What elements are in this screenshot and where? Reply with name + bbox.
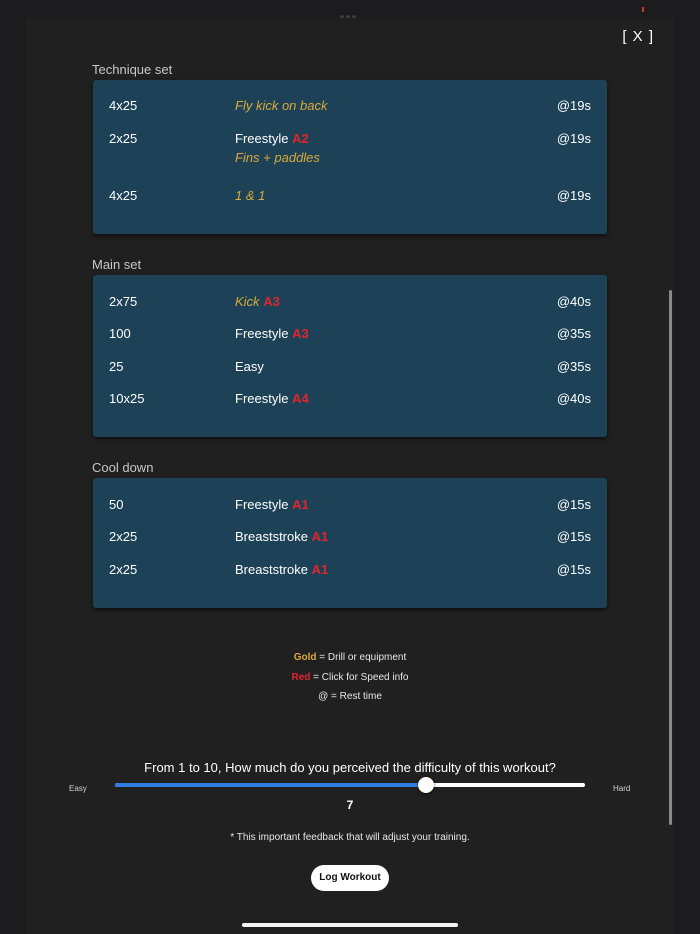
reps: 100	[109, 326, 131, 341]
reps: 2x75	[109, 294, 138, 309]
set-row	[93, 188, 607, 208]
rest-time: @19s	[556, 188, 591, 203]
top-handle-dots	[340, 6, 360, 12]
set-row	[93, 497, 607, 517]
reps: 10x25	[109, 391, 145, 406]
speed-zone-link[interactable]: A4	[292, 391, 309, 406]
difficulty-question: From 1 to 10, How much do you perceived the difficulty of this workout?	[144, 760, 556, 775]
slider-thumb[interactable]	[418, 777, 434, 793]
home-indicator	[242, 923, 458, 927]
stroke-name: Freestyle	[235, 391, 289, 406]
slider-max-label: Hard	[613, 784, 631, 793]
set-row	[93, 98, 607, 118]
speed-zone-link[interactable]: A3	[292, 326, 309, 341]
set-row	[93, 391, 607, 411]
workout-modal	[26, 18, 674, 934]
slider-min-label: Easy	[69, 784, 87, 793]
speed-zone-link[interactable]: A1	[311, 562, 329, 577]
rest-time: @35s	[556, 326, 591, 341]
stroke-description	[235, 562, 328, 577]
legend-red-word: Red	[291, 672, 311, 683]
legend-red-text: = Click for Speed info	[310, 672, 409, 683]
slider-fill	[115, 783, 426, 787]
stroke-description	[235, 529, 328, 544]
rest-time: @15s	[556, 562, 591, 577]
rest-time: @35s	[556, 359, 591, 374]
cool-down-card	[93, 478, 607, 608]
drill-description	[235, 294, 280, 309]
stroke-description	[235, 326, 309, 341]
stroke-description: Easy	[235, 359, 264, 374]
scrollbar[interactable]	[669, 290, 672, 825]
difficulty-slider[interactable]	[115, 783, 585, 787]
set-row	[93, 131, 607, 171]
speed-zone-link[interactable]: A1	[292, 497, 309, 512]
stroke-name: Freestyle	[235, 497, 289, 512]
rest-time: @15s	[556, 529, 591, 544]
reps: 2x25	[109, 562, 138, 577]
feedback-note: * This important feedback that will adjust your training.	[230, 832, 470, 843]
legend-rest: @ = Rest time	[318, 691, 382, 702]
speed-zone-link[interactable]: A2	[292, 131, 309, 146]
legend-gold-text: = Drill or equipment	[316, 652, 407, 663]
drill-description: Fly kick on back	[235, 98, 328, 113]
stroke-name: Freestyle	[235, 326, 289, 341]
stroke-name: Breaststroke	[235, 562, 308, 577]
status-indicator	[642, 7, 644, 12]
drill-description: 1 & 1	[235, 188, 266, 203]
stroke-description	[235, 131, 309, 146]
reps: 50	[109, 497, 124, 512]
set-row	[93, 294, 607, 314]
rest-time: @15s	[556, 497, 591, 512]
rest-time: @40s	[556, 294, 591, 309]
set-row	[93, 326, 607, 346]
legend-red	[26, 672, 674, 683]
speed-zone-link[interactable]: A3	[263, 294, 280, 309]
log-workout-button[interactable]: Log Workout	[311, 865, 389, 891]
main-set-card	[93, 275, 607, 437]
stroke-description	[235, 497, 309, 512]
rest-time: @19s	[556, 131, 591, 146]
reps: 2x25	[109, 131, 138, 146]
set-row	[93, 562, 607, 582]
set-row	[93, 529, 607, 549]
equipment-note: Fins + paddles	[235, 150, 320, 165]
technique-set-card	[93, 80, 607, 234]
section-title-technique-set: Technique set	[92, 62, 173, 77]
close-button[interactable]: [ X ]	[622, 28, 654, 45]
rest-time: @19s	[556, 98, 591, 113]
difficulty-value: 7	[346, 798, 354, 812]
stroke-description	[235, 391, 309, 406]
legend-gold	[26, 652, 674, 663]
reps: 4x25	[109, 188, 138, 203]
legend-gold-word: Gold	[293, 652, 317, 663]
section-title-cool-down: Cool down	[92, 460, 154, 475]
stroke-name: Freestyle	[235, 131, 289, 146]
reps: 4x25	[109, 98, 138, 113]
set-row	[93, 359, 607, 379]
section-title-main-set: Main set	[92, 257, 142, 272]
stroke-name: Breaststroke	[235, 529, 308, 544]
drill-name: Kick	[235, 294, 260, 309]
rest-time: @40s	[556, 391, 591, 406]
reps: 25	[109, 359, 124, 374]
speed-zone-link[interactable]: A1	[311, 529, 329, 544]
reps: 2x25	[109, 529, 138, 544]
